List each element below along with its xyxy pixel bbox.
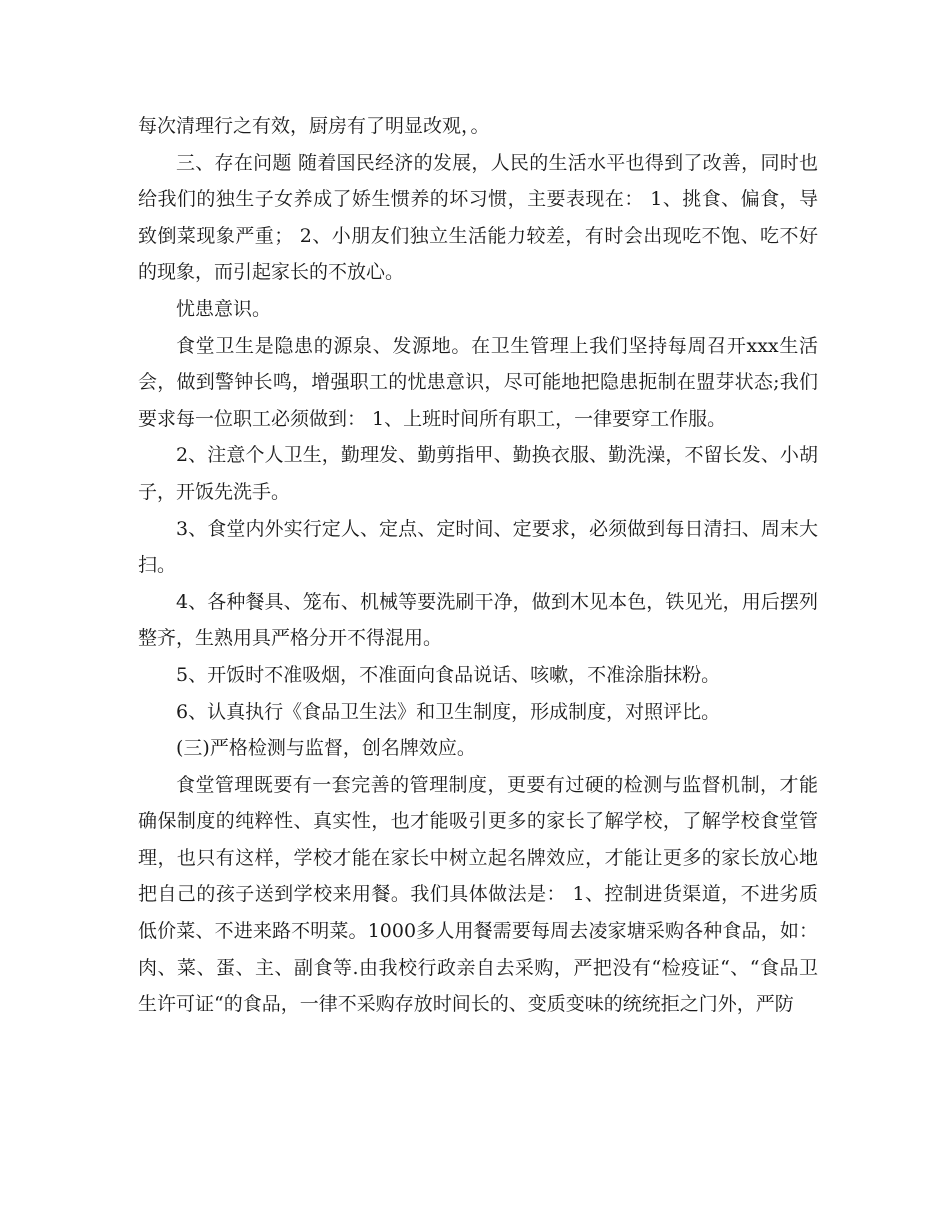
paragraph: 2、注意个人卫生，勤理发、勤剪指甲、勤换衣服、勤洗澡，不留长发、小胡子，开饭先洗手。 — [138, 444, 818, 503]
paragraph: 6、认真执行《食品卫生法》和卫生制度，形成制度，对照评比。 — [176, 700, 721, 723]
paragraph: 食堂卫生是隐患的源泉、发源地。在卫生管理上我们坚持每周召开xxx生活会，做到警钟长鸣，增强职工的忧患意识，尽可能地把隐患扼制在盟芽状态;我们要求每一位职工必须做到： 1、上班时间所有职工，一律要穿工作服。 — [138, 334, 818, 430]
paragraph: 忧患意识。 — [176, 297, 272, 320]
document-body — [138, 108, 818, 1023]
paragraph: (三)严格检测与监督，创名牌效应。 — [176, 737, 476, 760]
paragraph: 每次清理行之有效，厨房有了明显改观，。 — [138, 115, 490, 137]
paragraph: 5、开饭时不准吸烟，不准面向食品说话、咳嗽，不准涂脂抹粉。 — [176, 663, 721, 686]
paragraph: 3、食堂内外实行定人、定点、定时间、定要求，必须做到每日清扫、周末大扫。 — [138, 517, 818, 577]
paragraph: 食堂管理既要有一套完善的管理制度，更要有过硬的检测与监督机制，才能确保制度的纯粹性、真实性，也才能吸引更多的家长了解学校，了解学校食堂管理，也只有这样，学校才能在家长中树立起名牌效应，才能让更多的家长放心地把自己的孩子送到学校来用餐。我们具体做法是： 1、控制进货渠道，不进劣质低价菜、不进来路不明菜。1000多人用餐需要每周去凌家塘采购各种食品，如：肉、菜、蛋、主、副食等.由我校行政亲自去采购，严把没有“检疫证“、“食品卫生许可证“的食品，一律不采购存放时间长的、变质变味的统统拒之门外，严防 — [138, 773, 818, 1016]
paragraph: 4、各种餐具、笼布、机械等要洗刷干净，做到木见本色，铁见光，用后摆列整齐，生熟用具严格分开不得混用。 — [138, 590, 818, 650]
paragraph: 三、存在问题 随着国民经济的发展，人民的生活水平也得到了改善，同时也给我们的独生子女养成了娇生惯养的坏习惯，主要表现在： 1、挑食、偏食，导致倒菜现象严重； 2、小朋友们独立生活能力较差，有时会出现吃不饱、吃不好的现象，而引起家长的不放心。 — [138, 151, 818, 284]
